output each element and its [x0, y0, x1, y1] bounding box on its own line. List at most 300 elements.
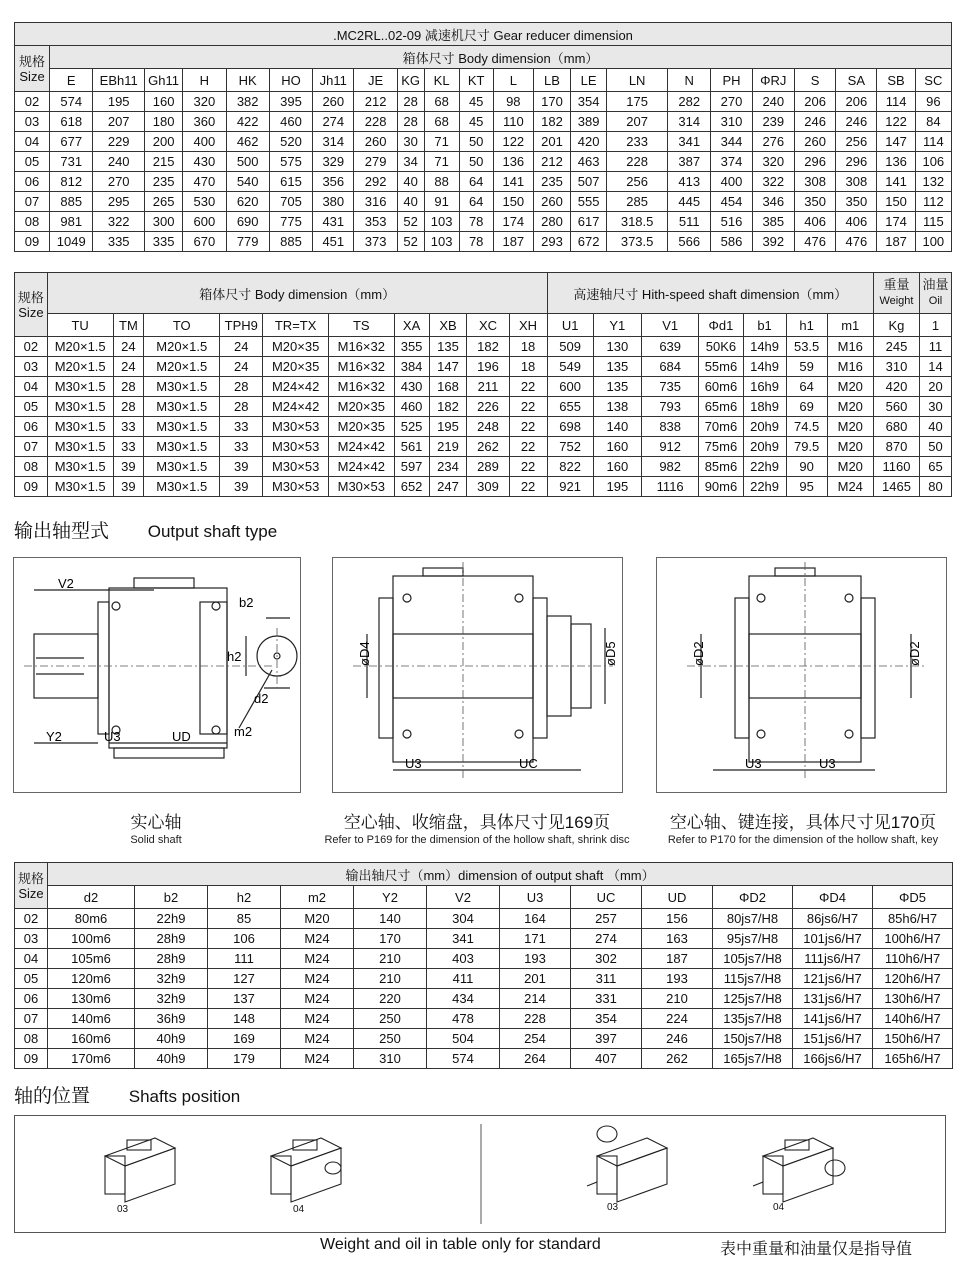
- table-cell: 174: [877, 212, 915, 232]
- table-cell: 293: [533, 232, 570, 252]
- table-cell: 210: [354, 969, 427, 989]
- table-cell: 384: [394, 357, 429, 377]
- table-cell: 233: [607, 132, 668, 152]
- column-header: Kg: [873, 314, 919, 337]
- column-header: KG: [397, 69, 424, 92]
- table-cell: 224: [642, 1009, 713, 1029]
- table-cell: 22h9: [135, 909, 208, 929]
- table-cell: 141: [877, 172, 915, 192]
- table-cell: 14: [920, 357, 952, 377]
- table-cell: 403: [427, 949, 500, 969]
- solid-shaft-caption-cn: 实心轴: [130, 813, 182, 832]
- table-cell: 100m6: [48, 929, 135, 949]
- table-cell: M30×1.5: [144, 377, 220, 397]
- column-header: EBh11: [93, 69, 145, 92]
- table-row: [15, 457, 952, 477]
- table-cell: M30×1.5: [47, 397, 113, 417]
- table-cell: 274: [571, 929, 642, 949]
- table-cell: 520: [269, 132, 312, 152]
- table-cell: 420: [873, 377, 919, 397]
- table-cell: 672: [571, 232, 607, 252]
- table-cell: 279: [354, 152, 397, 172]
- table-cell: 140m6: [48, 1009, 135, 1029]
- table-cell: 586: [711, 232, 752, 252]
- table-cell: 355: [394, 337, 429, 357]
- table-cell: 838: [641, 417, 698, 437]
- table-cell: M20×1.5: [47, 357, 113, 377]
- table-cell: 308: [836, 172, 877, 192]
- table-cell: 174: [493, 212, 533, 232]
- table-cell: 331: [571, 989, 642, 1009]
- table-cell: 812: [50, 172, 93, 192]
- table-cell: 246: [642, 1029, 713, 1049]
- size-cell: 02: [15, 92, 50, 112]
- size-cell: 05: [15, 152, 50, 172]
- table-cell: M20: [827, 397, 873, 417]
- table-cell: 22: [509, 417, 547, 437]
- table-cell: 617: [571, 212, 607, 232]
- table-cell: 34: [397, 152, 424, 172]
- size-cell: 07: [15, 437, 48, 457]
- table-cell: 28: [220, 377, 263, 397]
- table-cell: 670: [183, 232, 226, 252]
- table-cell: 597: [394, 457, 429, 477]
- table-cell: 354: [571, 1009, 642, 1029]
- table-cell: 618: [50, 112, 93, 132]
- table-cell: 22: [509, 437, 547, 457]
- table-cell: 150: [877, 192, 915, 212]
- table-cell: 195: [429, 417, 467, 437]
- table-cell: 385: [752, 212, 794, 232]
- table-cell: 574: [427, 1049, 500, 1069]
- table-cell: 652: [394, 477, 429, 497]
- table-cell: 160: [593, 437, 641, 457]
- table-cell: M24×42: [263, 377, 329, 397]
- table-cell: 60m6: [699, 377, 743, 397]
- table-cell: M24: [281, 929, 354, 949]
- column-header: ΦD2: [713, 886, 793, 909]
- label-u3: U3: [405, 756, 422, 771]
- table-cell: 389: [571, 112, 607, 132]
- column-header: m1: [827, 314, 873, 337]
- table-cell: 74.5: [786, 417, 827, 437]
- table-cell: 96: [915, 92, 951, 112]
- table-row: [15, 969, 953, 989]
- table-cell: 318.5: [607, 212, 668, 232]
- column-header: b1: [743, 314, 786, 337]
- column-header: SC: [915, 69, 951, 92]
- table-cell: 407: [571, 1049, 642, 1069]
- table-cell: M20×35: [328, 417, 394, 437]
- table-cell: 509: [547, 337, 593, 357]
- table-cell: M24: [281, 1009, 354, 1029]
- footer-note-cn: 表中重量和油量仅是指导值: [720, 1241, 913, 1258]
- size-cell: 04: [15, 377, 48, 397]
- table-cell: 397: [571, 1029, 642, 1049]
- table-cell: 135: [593, 377, 641, 397]
- table-cell: 30: [920, 397, 952, 417]
- table-cell: 79.5: [786, 437, 827, 457]
- table-cell: 64: [459, 192, 493, 212]
- table-cell: 33: [220, 417, 263, 437]
- hollow-key-drawing: [657, 558, 946, 792]
- table-cell: M30×1.5: [47, 457, 113, 477]
- size-cell: 09: [15, 1049, 48, 1069]
- table-cell: 240: [93, 152, 145, 172]
- column-header: 1: [920, 314, 952, 337]
- table-cell: 136: [877, 152, 915, 172]
- table-cell: 53.5: [786, 337, 827, 357]
- label-u3-left: U3: [745, 756, 762, 771]
- table-cell: M16×32: [328, 377, 394, 397]
- table-cell: M20×35: [263, 337, 329, 357]
- table-cell: 285: [607, 192, 668, 212]
- table-cell: 226: [467, 397, 509, 417]
- table-cell: 50: [920, 437, 952, 457]
- table-cell: M30×1.5: [144, 437, 220, 457]
- table-cell: 187: [493, 232, 533, 252]
- table-cell: 80js7/H8: [713, 909, 793, 929]
- table-cell: 52: [397, 212, 424, 232]
- table-cell: 561: [394, 437, 429, 457]
- position-label-3: 03: [607, 1202, 619, 1213]
- table-cell: 254: [500, 1029, 571, 1049]
- table-cell: 560: [873, 397, 919, 417]
- table-cell: 460: [394, 397, 429, 417]
- table-cell: M24×42: [263, 397, 329, 417]
- table-cell: M30×1.5: [144, 417, 220, 437]
- table-cell: 256: [836, 132, 877, 152]
- table-cell: 28: [220, 397, 263, 417]
- table-cell: 341: [427, 929, 500, 949]
- table-cell: 20: [920, 377, 952, 397]
- table-cell: 39: [220, 477, 263, 497]
- table-cell: M30×1.5: [144, 457, 220, 477]
- solid-shaft-diagram: [13, 557, 301, 793]
- table-cell: 187: [877, 232, 915, 252]
- table-cell: 335: [93, 232, 145, 252]
- table-row: [15, 1049, 953, 1069]
- table-cell: 207: [607, 112, 668, 132]
- table-cell: 400: [183, 132, 226, 152]
- table-cell: M30×1.5: [144, 397, 220, 417]
- table-cell: M30×1.5: [47, 377, 113, 397]
- table-cell: 247: [429, 477, 467, 497]
- table-cell: 45: [459, 112, 493, 132]
- table-cell: 16h9: [743, 377, 786, 397]
- table-cell: 40: [397, 192, 424, 212]
- table-row: [15, 1009, 953, 1029]
- table-cell: 822: [547, 457, 593, 477]
- table-cell: M20×35: [328, 397, 394, 417]
- table-cell: M20: [827, 457, 873, 477]
- table-cell: 170: [533, 92, 570, 112]
- table-cell: 793: [641, 397, 698, 417]
- table-cell: 690: [226, 212, 269, 232]
- table-row: [15, 1029, 953, 1049]
- table-cell: 70m6: [699, 417, 743, 437]
- column-header: TR=TX: [263, 314, 329, 337]
- column-header: XB: [429, 314, 467, 337]
- table-cell: 530: [183, 192, 226, 212]
- table-cell: 228: [354, 112, 397, 132]
- table-cell: 14h9: [743, 357, 786, 377]
- column-header: U1: [547, 314, 593, 337]
- table-cell: 24: [113, 337, 144, 357]
- table-cell: 80: [920, 477, 952, 497]
- label-h2: h2: [227, 649, 242, 664]
- column-header: HK: [226, 69, 269, 92]
- size-header: [15, 46, 50, 92]
- table-cell: 406: [794, 212, 835, 232]
- table-cell: 434: [427, 989, 500, 1009]
- label-uc: UC: [519, 756, 538, 771]
- table-cell: 735: [641, 377, 698, 397]
- table-cell: 274: [313, 112, 354, 132]
- table-cell: 33: [220, 437, 263, 457]
- size-cell: 09: [15, 232, 50, 252]
- table-cell: 28: [113, 377, 144, 397]
- table-cell: 639: [641, 337, 698, 357]
- table-cell: 262: [467, 437, 509, 457]
- table-cell: 150js7/H8: [713, 1029, 793, 1049]
- size-label-en: Size: [19, 68, 45, 84]
- table-cell: 141js6/H7: [793, 1009, 873, 1029]
- table-cell: 430: [394, 377, 429, 397]
- table-cell: 140: [354, 909, 427, 929]
- table-cell: 147: [877, 132, 915, 152]
- position-label-2: 04: [293, 1204, 305, 1215]
- table-cell: M20×1.5: [144, 337, 220, 357]
- shafts-position-section-title: [14, 1081, 240, 1108]
- table-cell: 507: [571, 172, 607, 192]
- table-cell: 411: [427, 969, 500, 989]
- table-cell: 147: [429, 357, 467, 377]
- column-header: TU: [47, 314, 113, 337]
- table-cell: 228: [500, 1009, 571, 1029]
- table-cell: 127: [208, 969, 281, 989]
- column-header: TM: [113, 314, 144, 337]
- table-cell: 445: [668, 192, 711, 212]
- table-cell: 912: [641, 437, 698, 457]
- table-cell: 373: [354, 232, 397, 252]
- table-cell: 85: [208, 909, 281, 929]
- table-cell: 182: [429, 397, 467, 417]
- table-cell: 451: [313, 232, 354, 252]
- size-label-en: Size: [18, 885, 44, 901]
- hollow-shrink-disc-caption-cn: 空心轴、收缩盘，具体尺寸见169页: [343, 813, 611, 832]
- table-cell: 40: [397, 172, 424, 192]
- hollow-shrink-disc-drawing: [333, 558, 622, 792]
- body-and-highspeed-shaft-table: [14, 272, 952, 497]
- size-cell: 06: [15, 989, 48, 1009]
- table-cell: 235: [533, 172, 570, 192]
- table-cell: M24: [281, 949, 354, 969]
- size-label-cn: 规格: [19, 53, 46, 69]
- table-cell: 705: [269, 192, 312, 212]
- table-cell: 120h6/H7: [873, 969, 953, 989]
- table-cell: 775: [269, 212, 312, 232]
- table-cell: 112: [915, 192, 951, 212]
- table-cell: 193: [500, 949, 571, 969]
- table-cell: M20: [827, 417, 873, 437]
- table-cell: 280: [533, 212, 570, 232]
- column-header: ΦD5: [873, 886, 953, 909]
- table-cell: 14h9: [743, 337, 786, 357]
- table-cell: 156: [642, 909, 713, 929]
- table-cell: 228: [607, 152, 668, 172]
- table-cell: 684: [641, 357, 698, 377]
- table-cell: 322: [93, 212, 145, 232]
- table-cell: 341: [668, 132, 711, 152]
- table-cell: 24: [113, 357, 144, 377]
- table-cell: 314: [668, 112, 711, 132]
- table-cell: 24: [220, 357, 263, 377]
- table-cell: 11: [920, 337, 952, 357]
- table-cell: 100: [915, 232, 951, 252]
- table-cell: 28h9: [135, 929, 208, 949]
- table-cell: 540: [226, 172, 269, 192]
- table-cell: 413: [668, 172, 711, 192]
- table-cell: 511: [668, 212, 711, 232]
- table-cell: 1465: [873, 477, 919, 497]
- table-row: [15, 192, 952, 212]
- column-header: Gh11: [145, 69, 183, 92]
- table-cell: M30×53: [263, 477, 329, 497]
- table-cell: 122: [877, 112, 915, 132]
- table-cell: M30×53: [263, 417, 329, 437]
- output-shaft-section-title: [14, 516, 277, 543]
- table-row: [15, 172, 952, 192]
- table-cell: 308: [794, 172, 835, 192]
- table-cell: 151js6/H7: [793, 1029, 873, 1049]
- table-cell: 150h6/H7: [873, 1029, 953, 1049]
- table-cell: 870: [873, 437, 919, 457]
- table-cell: 91: [424, 192, 459, 212]
- table-cell: 981: [50, 212, 93, 232]
- table-cell: 135: [593, 357, 641, 377]
- table-cell: 98: [493, 92, 533, 112]
- table-cell: 131js6/H7: [793, 989, 873, 1009]
- table-cell: 353: [354, 212, 397, 232]
- table-cell: 250: [354, 1029, 427, 1049]
- shafts-position-title-en: Shafts position: [128, 1087, 241, 1106]
- table-cell: 182: [467, 337, 509, 357]
- column-header: N: [668, 69, 711, 92]
- table-cell: 175: [607, 92, 668, 112]
- table-cell: 130m6: [48, 989, 135, 1009]
- table-cell: 350: [836, 192, 877, 212]
- table-cell: 246: [794, 112, 835, 132]
- table-cell: 84: [915, 112, 951, 132]
- shafts-position-panel: [14, 1115, 946, 1233]
- table-cell: 240: [752, 92, 794, 112]
- label-d2-left: øD2: [691, 641, 706, 666]
- table-cell: 105js7/H8: [713, 949, 793, 969]
- label-b2: b2: [239, 595, 254, 610]
- table-cell: 210: [354, 949, 427, 969]
- table-cell: 476: [794, 232, 835, 252]
- table-cell: 179: [208, 1049, 281, 1069]
- table-cell: 64: [786, 377, 827, 397]
- oil-header: [920, 273, 952, 314]
- table-cell: 311: [571, 969, 642, 989]
- column-header: b2: [135, 886, 208, 909]
- size-cell: 04: [15, 132, 50, 152]
- table-cell: 106: [915, 152, 951, 172]
- table-cell: 356: [313, 172, 354, 192]
- table-cell: 270: [711, 92, 752, 112]
- table-cell: 71: [424, 152, 459, 172]
- table-cell: 168: [429, 377, 467, 397]
- table-cell: 50: [459, 152, 493, 172]
- table-cell: M24: [281, 989, 354, 1009]
- table-cell: 137: [208, 989, 281, 1009]
- output-shaft-group-header: 输出轴尺寸（mm）dimension of output shaft （mm）: [48, 863, 953, 886]
- table-cell: M30×53: [263, 457, 329, 477]
- hollow-key-diagram: [656, 557, 947, 793]
- table-cell: 295: [93, 192, 145, 212]
- weight-label-cn: 重量: [883, 277, 910, 292]
- table-cell: M16: [827, 357, 873, 377]
- table-cell: 300: [145, 212, 183, 232]
- table-cell: 555: [571, 192, 607, 212]
- size-cell: 03: [15, 112, 50, 132]
- label-v2: V2: [58, 576, 74, 591]
- solid-shaft-caption-en: Solid shaft: [130, 834, 182, 846]
- table-cell: 885: [50, 192, 93, 212]
- table-cell: 160: [145, 92, 183, 112]
- table-cell: 182: [533, 112, 570, 132]
- table-cell: 20h9: [743, 417, 786, 437]
- table-cell: 171: [500, 929, 571, 949]
- label-y2: Y2: [46, 729, 62, 744]
- table-cell: 33: [113, 437, 144, 457]
- table-cell: 39: [113, 457, 144, 477]
- column-header: PH: [711, 69, 752, 92]
- table-cell: 111: [208, 949, 281, 969]
- table-cell: M30×1.5: [47, 417, 113, 437]
- table-cell: 229: [93, 132, 145, 152]
- table-cell: 516: [711, 212, 752, 232]
- table-cell: M20×1.5: [144, 357, 220, 377]
- table-cell: 219: [429, 437, 467, 457]
- table-cell: M20: [827, 377, 873, 397]
- table-cell: 329: [313, 152, 354, 172]
- size-cell: 09: [15, 477, 48, 497]
- label-d2-right: øD2: [907, 641, 922, 666]
- table-cell: 169: [208, 1029, 281, 1049]
- table-cell: 150: [493, 192, 533, 212]
- table-row: [15, 92, 952, 112]
- table-cell: 296: [836, 152, 877, 172]
- table-cell: 309: [467, 477, 509, 497]
- column-header: Y1: [593, 314, 641, 337]
- table-cell: 95: [786, 477, 827, 497]
- table-cell: M20: [827, 437, 873, 457]
- table-cell: 28h9: [135, 949, 208, 969]
- column-header: h1: [786, 314, 827, 337]
- table-cell: 90m6: [699, 477, 743, 497]
- table-cell: 115: [915, 212, 951, 232]
- column-header: h2: [208, 886, 281, 909]
- table-cell: 55m6: [699, 357, 743, 377]
- table-cell: M24×42: [328, 437, 394, 457]
- table-cell: 215: [145, 152, 183, 172]
- size-label-cn: 规格: [17, 289, 44, 305]
- table-cell: 140h6/H7: [873, 1009, 953, 1029]
- table-row: [15, 232, 952, 252]
